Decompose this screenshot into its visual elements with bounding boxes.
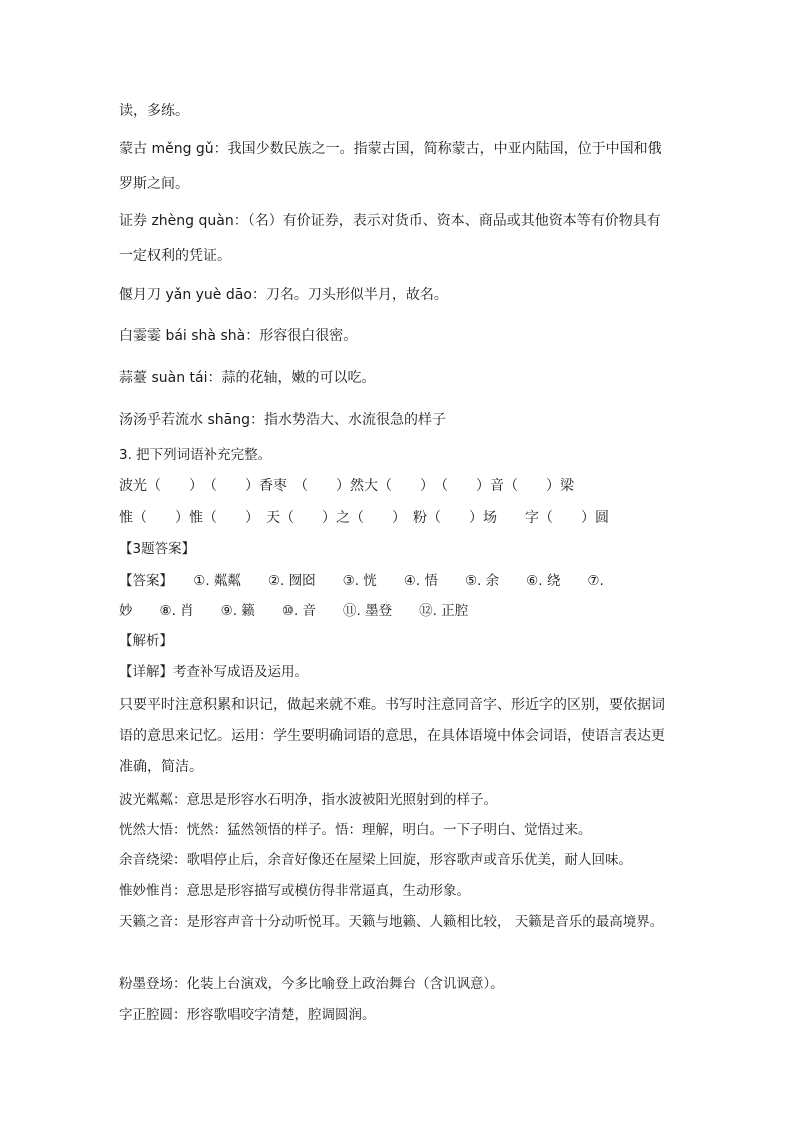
detail-para-1: 只要平时注意积累和识记，做起来就不难。书写时注意同音字、形近字的区别，要依据词 bbox=[119, 697, 665, 713]
question-3-title: 3. 把下列词语补充完整。 bbox=[119, 447, 272, 463]
entry-suantai: 蒜薹 suàn tái：蒜的花轴，嫩的可以吃。 bbox=[119, 370, 376, 386]
question-3-blanks-row1: 波光（ ） （ ）香枣 （ ）然大（ ） （ ）音（ ）梁 bbox=[119, 478, 574, 494]
idiom-boguanglinlin: 波光粼粼：意思是形容水石明净，指水波被阳光照射到的样子。 bbox=[119, 792, 497, 808]
entry-menggu-cont: 罗斯之间。 bbox=[119, 176, 189, 192]
text-line-continuation: 读，多练。 bbox=[119, 103, 189, 119]
idiom-fenmodengchang: 粉墨登场：化装上台演戏，今多比喻登上政治舞台（含讥讽意）。 bbox=[119, 976, 504, 992]
idiom-zizhengqiangyuan: 字正腔圆：形容歌唱咬字清楚，腔调圆润。 bbox=[119, 1007, 376, 1023]
detail-para-2: 语的意思来记忆。运用：学生要明确词语的意思，在具体语境中体会词语，使语言表达更 bbox=[119, 728, 665, 744]
entry-yanyuedao: 偃月刀 yǎn yuè dāo：刀名。刀头形似半月，故名。 bbox=[119, 287, 448, 303]
entry-zhengquan-cont: 一定权利的凭证。 bbox=[119, 248, 231, 264]
entry-shangshang: 汤汤乎若流水 shāng：指水势浩大、水流很急的样子 bbox=[119, 412, 446, 428]
idiom-weimiaoweixiao: 惟妙惟肖：意思是形容描写或模仿得非常逼真，生动形象。 bbox=[119, 883, 470, 899]
detail-heading: 【详解】考查补写成语及运用。 bbox=[119, 664, 308, 680]
analysis-heading: 【解析】 bbox=[119, 633, 173, 649]
detail-para-3: 准确，简洁。 bbox=[119, 759, 203, 775]
entry-baishasha: 白霎霎 bái shà shà：形容很白很密。 bbox=[119, 328, 358, 344]
idiom-yuyinraoliang: 余音绕梁：歌唱停止后，余音好像还在屋梁上回旋，形容歌声或音乐优美，耐人回味。 bbox=[119, 852, 632, 868]
answer-heading: 【3题答案】 bbox=[119, 541, 196, 557]
answer-row1: 【答案】 ①. 粼粼 ②. 囫囵 ③. 恍 ④. 悟 ⑤. 余 ⑥. 绕 ⑦. bbox=[119, 573, 604, 589]
question-3-blanks-row2: 惟（ ）惟（ ） 天（ ）之（ ） 粉（ ）场 字（ ）圆 bbox=[119, 510, 609, 526]
entry-menggu: 蒙古 měng gǔ：我国少数民族之一。指蒙古国，简称蒙古，中亚内陆国，位于中国和俄 bbox=[119, 141, 662, 157]
entry-zhengquan: 证券 zhèng quàn：（名）有价证券，表示对货币、资本、商品或其他资本等有价物具有 bbox=[119, 213, 661, 229]
answer-row2: 妙 ⑧. 肖 ⑨. 籁 ⑩. 音 ⑪. 墨登 ⑫. 正腔 bbox=[119, 603, 469, 619]
idiom-huangrandawu: 恍然大悟：恍然：猛然领悟的样子。悟：理解，明白。一下子明白、觉悟过来。 bbox=[119, 822, 592, 838]
idiom-tianlaizhiyin: 天籁之音：是形容声音十分动听悦耳。天籁与地籁、人籁相比较， 天籁是音乐的最高境界。 bbox=[119, 914, 664, 930]
